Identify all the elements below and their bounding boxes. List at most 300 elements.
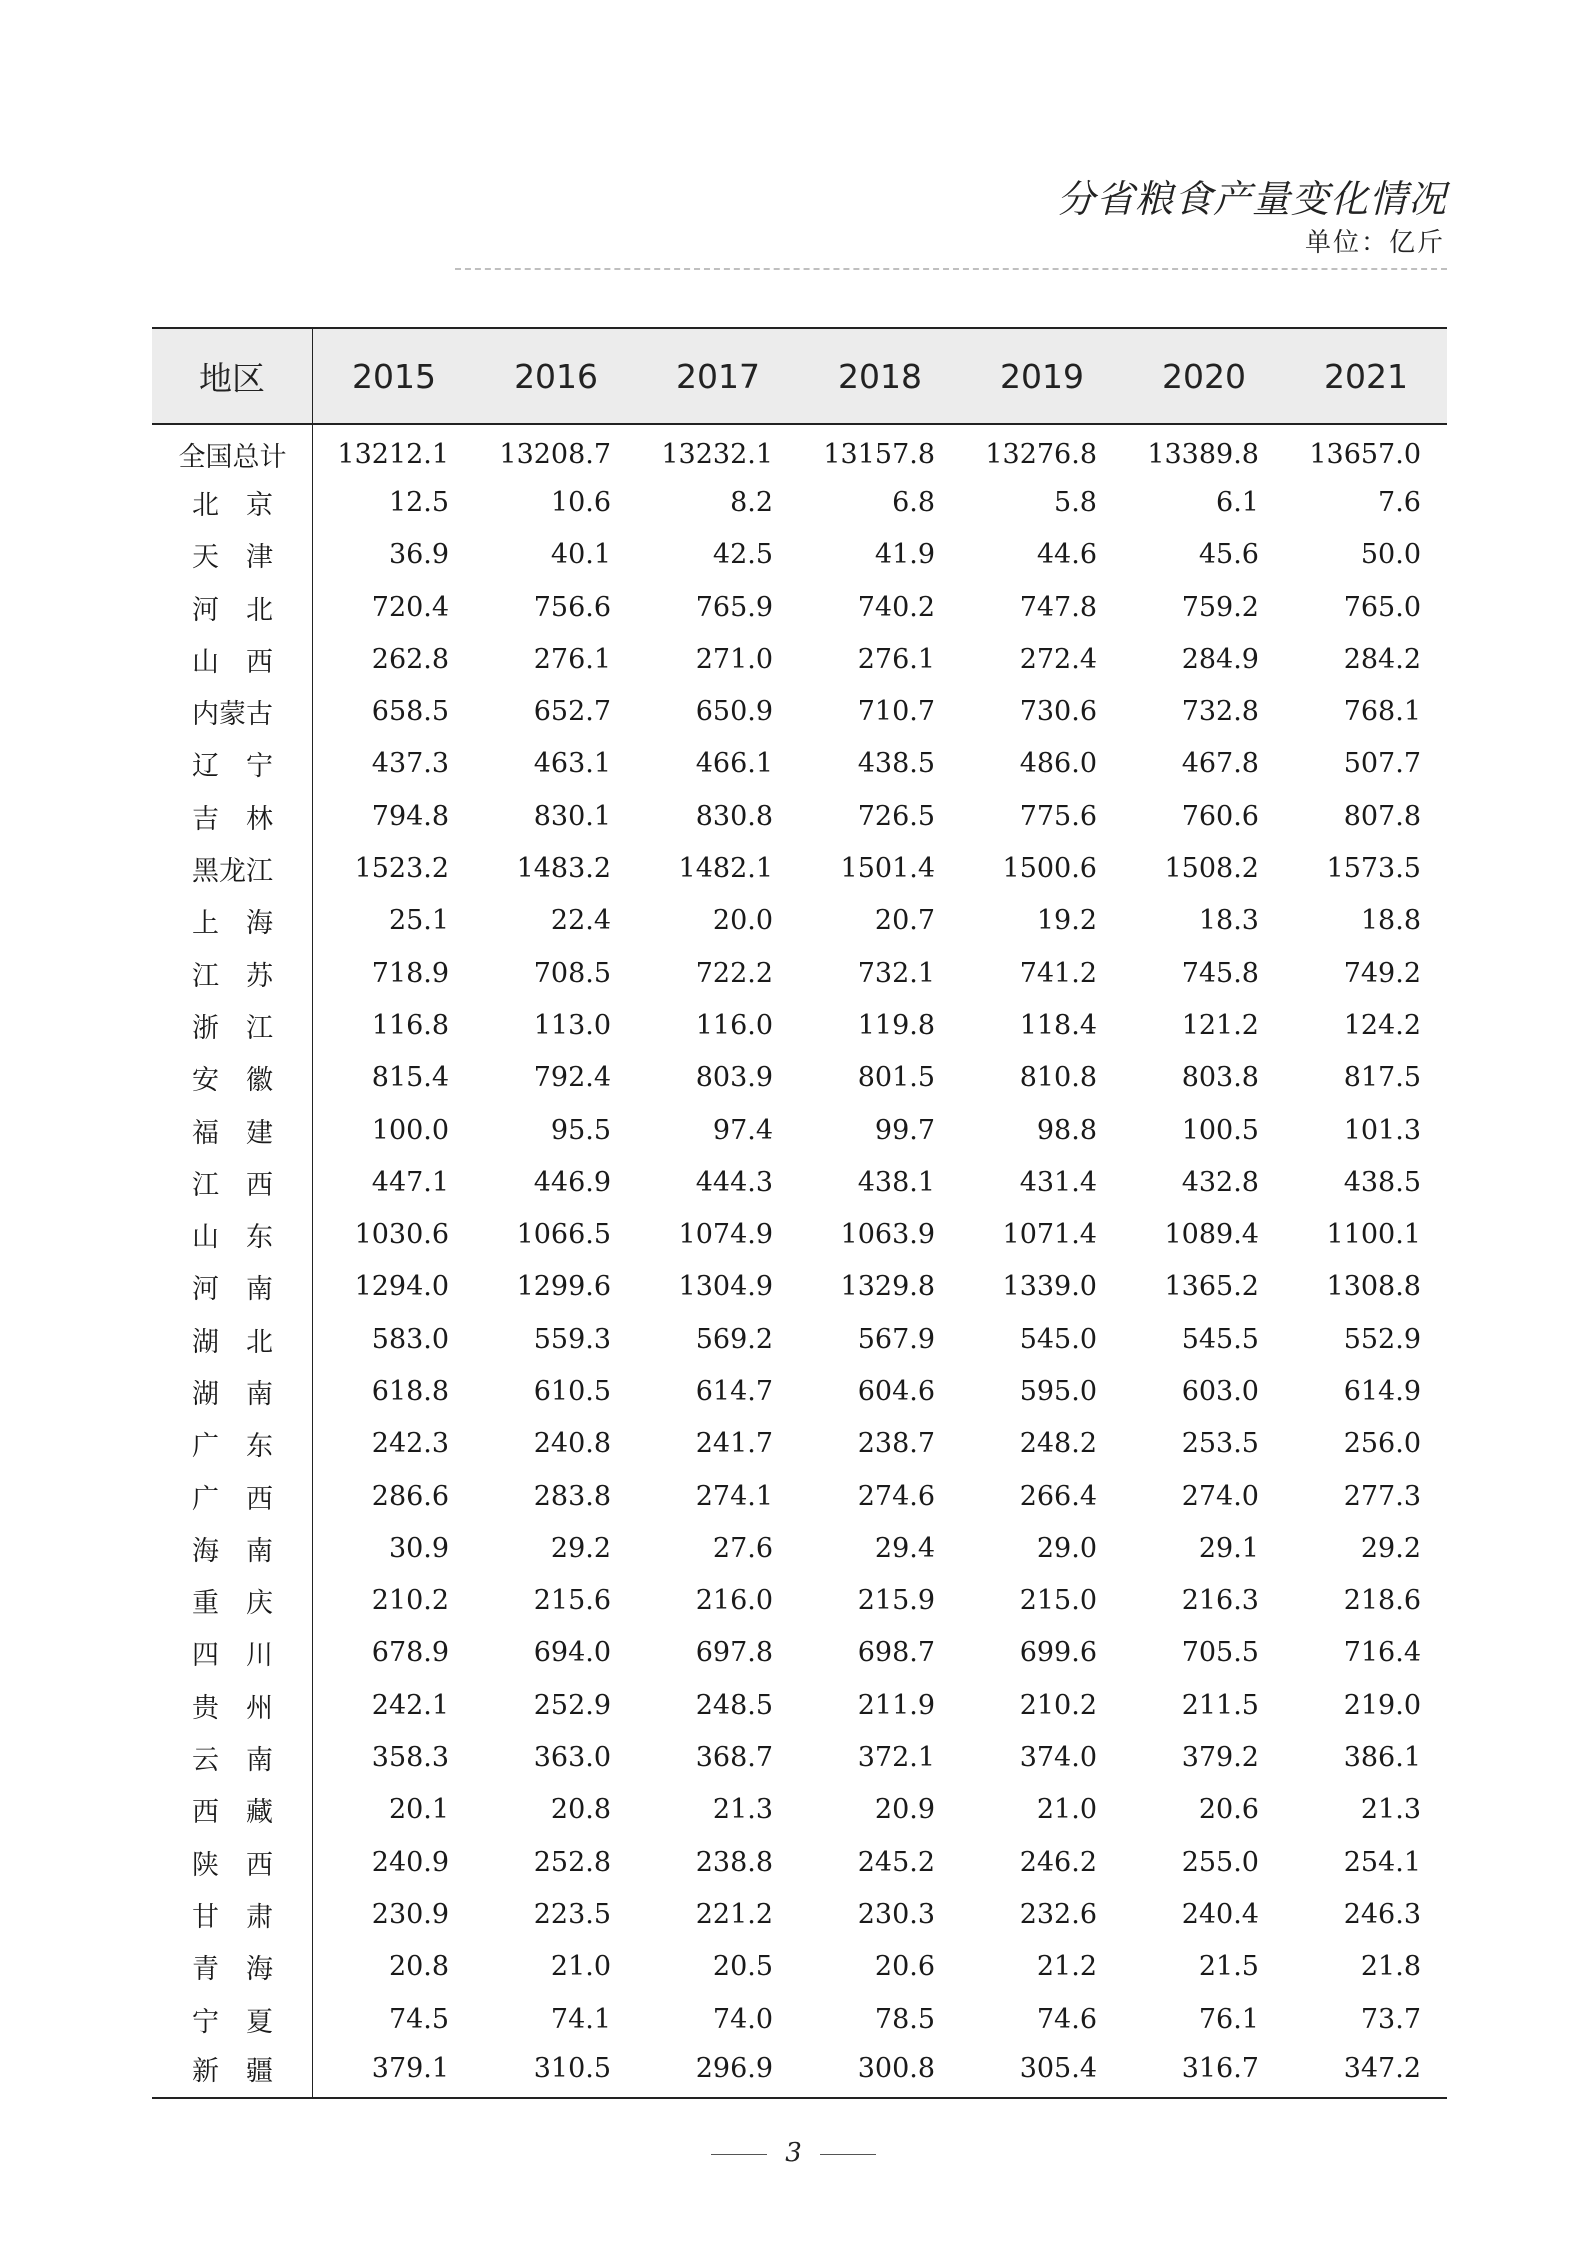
value-cell: 248.5	[695, 1689, 774, 1721]
value-cell: 45.6	[1198, 539, 1259, 571]
value-cell: 1100.1	[1326, 1219, 1421, 1251]
value-cell: 74.6	[1036, 2003, 1097, 2035]
value-cell: 614.9	[1343, 1375, 1421, 1407]
value-cell: 372.1	[857, 1742, 936, 1774]
value-cell: 20.8	[550, 1794, 612, 1826]
value-cell: 803.9	[695, 1062, 774, 1094]
value-cell: 215.0	[1019, 1585, 1097, 1617]
value-cell: 447.1	[371, 1166, 450, 1198]
value-cell: 252.9	[533, 1689, 612, 1721]
value-cell: 240.9	[371, 1846, 450, 1878]
value-cell: 248.2	[1019, 1428, 1097, 1460]
value-cell: 252.8	[533, 1846, 612, 1878]
value-cell: 467.8	[1181, 748, 1259, 780]
value-cell: 211.5	[1181, 1689, 1259, 1721]
region-cell: 湖 南	[152, 1365, 313, 1417]
value-cell: 1365.2	[1164, 1271, 1259, 1303]
value-cell: 807.8	[1343, 800, 1421, 832]
region-cell: 甘 肃	[152, 1888, 313, 1940]
value-cell: 12.5	[388, 486, 450, 518]
value-cell: 305.4	[961, 2045, 1123, 2097]
value-cell: 42.5	[712, 539, 774, 571]
value-cell: 803.8	[1181, 1062, 1259, 1094]
value-cell: 277.3	[1343, 1480, 1421, 1512]
value-cell: 300.8	[799, 2045, 961, 2097]
value-cell: 1508.2	[1164, 853, 1259, 885]
unit-label: 单位：亿斤	[1304, 228, 1445, 258]
value-cell: 100.0	[371, 1114, 450, 1146]
region-cell: 江 西	[152, 1156, 313, 1208]
value-cell: 379.2	[1181, 1742, 1259, 1774]
value-cell: 7.6	[1378, 486, 1421, 518]
value-cell: 810.8	[1019, 1062, 1097, 1094]
value-cell: 230.3	[857, 1898, 936, 1930]
value-cell: 25.1	[388, 905, 450, 937]
value-cell: 379.1	[313, 2045, 476, 2097]
value-cell: 119.8	[857, 1009, 936, 1041]
value-cell: 101.3	[1343, 1114, 1421, 1146]
table-row	[152, 1993, 1447, 2045]
value-cell: 253.5	[1181, 1428, 1259, 1460]
table-row	[152, 1941, 1447, 1993]
region-cell: 西 藏	[152, 1784, 313, 1836]
value-cell: 1573.5	[1326, 853, 1421, 885]
value-cell: 20.7	[874, 905, 936, 937]
value-cell: 223.5	[533, 1898, 612, 1930]
table-row	[152, 1104, 1447, 1156]
value-cell: 792.4	[533, 1062, 612, 1094]
region-cell: 宁 夏	[152, 1993, 313, 2045]
value-cell: 29.2	[1360, 1532, 1421, 1564]
region-cell: 浙 江	[152, 999, 313, 1051]
year-column-header: 2017	[637, 328, 799, 424]
table-row	[152, 685, 1447, 737]
value-cell: 21.3	[1360, 1794, 1421, 1826]
region-cell: 新 疆	[152, 2045, 313, 2097]
value-cell: 1304.9	[678, 1271, 774, 1303]
value-cell: 20.8	[388, 1951, 450, 1983]
value-cell: 296.9	[637, 2045, 799, 2097]
value-cell: 552.9	[1343, 1323, 1421, 1355]
table-row	[152, 1679, 1447, 1731]
value-cell: 678.9	[371, 1637, 450, 1669]
value-cell: 1500.6	[1002, 853, 1097, 885]
table-body	[152, 424, 1447, 2098]
table-row	[152, 1365, 1447, 1417]
value-cell: 100.5	[1181, 1114, 1259, 1146]
value-cell: 730.6	[1019, 696, 1097, 728]
value-cell: 1308.8	[1326, 1271, 1421, 1303]
value-cell: 18.3	[1198, 905, 1259, 937]
value-cell: 310.5	[475, 2045, 637, 2097]
table-row	[152, 1575, 1447, 1627]
value-cell: 817.5	[1343, 1062, 1421, 1094]
value-cell: 1074.9	[678, 1219, 774, 1251]
region-cell: 黑龙江	[152, 842, 313, 894]
value-cell: 216.0	[695, 1585, 774, 1617]
value-cell: 368.7	[695, 1742, 774, 1774]
value-cell: 716.4	[1343, 1637, 1421, 1669]
footer-rule-right	[820, 2154, 876, 2155]
region-cell: 山 东	[152, 1208, 313, 1260]
region-cell: 重 庆	[152, 1575, 313, 1627]
value-cell: 74.5	[388, 2003, 450, 2035]
value-cell: 1063.9	[840, 1219, 936, 1251]
table-row	[152, 424, 1447, 476]
value-cell: 438.1	[857, 1166, 936, 1198]
table-row	[152, 2045, 1447, 2097]
value-cell: 97.4	[712, 1114, 774, 1146]
value-cell: 98.8	[1036, 1114, 1097, 1146]
value-cell: 218.6	[1343, 1585, 1421, 1617]
table-row	[152, 1052, 1447, 1104]
region-cell: 吉 林	[152, 790, 313, 842]
value-cell: 20.6	[1198, 1794, 1259, 1826]
value-cell: 801.5	[857, 1062, 936, 1094]
grain-output-table	[152, 327, 1447, 2099]
value-cell: 740.2	[857, 591, 936, 623]
value-cell: 19.2	[1036, 905, 1097, 937]
value-cell: 768.1	[1343, 696, 1421, 728]
region-cell: 辽 宁	[152, 738, 313, 790]
region-cell: 海 南	[152, 1522, 313, 1574]
value-cell: 29.0	[1036, 1532, 1097, 1564]
table-row	[152, 1522, 1447, 1574]
value-cell: 545.5	[1181, 1323, 1259, 1355]
value-cell: 240.4	[1181, 1898, 1259, 1930]
value-cell: 238.7	[857, 1428, 936, 1460]
region-cell: 陕 西	[152, 1836, 313, 1888]
value-cell: 347.2	[1285, 2045, 1447, 2097]
value-cell: 245.2	[857, 1846, 936, 1878]
value-cell: 266.4	[1019, 1480, 1097, 1512]
value-cell: 241.7	[695, 1428, 774, 1460]
year-column-header: 2015	[313, 328, 476, 424]
value-cell: 815.4	[371, 1062, 450, 1094]
value-cell: 274.1	[695, 1480, 774, 1512]
table-row	[152, 1261, 1447, 1313]
page-title: 分省粮食产量变化情况	[1056, 177, 1447, 221]
value-cell: 271.0	[695, 643, 774, 675]
region-cell: 上 海	[152, 895, 313, 947]
region-cell: 河 北	[152, 581, 313, 633]
value-cell: 710.7	[857, 696, 936, 728]
year-column-header: 2016	[475, 328, 637, 424]
value-cell: 274.0	[1181, 1480, 1259, 1512]
value-cell: 21.3	[712, 1794, 774, 1826]
value-cell: 698.7	[857, 1637, 936, 1669]
value-cell: 240.8	[533, 1428, 612, 1460]
year-column-header: 2019	[961, 328, 1123, 424]
value-cell: 1294.0	[354, 1271, 450, 1303]
table-row	[152, 1836, 1447, 1888]
table-row	[152, 895, 1447, 947]
value-cell: 76.1	[1198, 2003, 1259, 2035]
value-cell: 254.1	[1343, 1846, 1421, 1878]
table-row	[152, 1313, 1447, 1365]
value-cell: 8.2	[730, 486, 774, 518]
value-cell: 507.7	[1343, 748, 1421, 780]
value-cell: 1299.6	[516, 1271, 612, 1303]
value-cell: 284.2	[1343, 643, 1421, 675]
value-cell: 650.9	[695, 696, 774, 728]
value-cell: 694.0	[533, 1637, 612, 1669]
region-column-header: 地区	[152, 328, 313, 424]
value-cell: 284.9	[1181, 643, 1259, 675]
value-cell: 545.0	[1019, 1323, 1097, 1355]
value-cell: 274.6	[857, 1480, 936, 1512]
value-cell: 116.8	[371, 1009, 450, 1041]
region-cell: 全国总计	[152, 424, 313, 476]
table-row	[152, 633, 1447, 685]
region-cell: 北 京	[152, 476, 313, 528]
value-cell: 720.4	[371, 591, 450, 623]
value-cell: 238.8	[695, 1846, 774, 1878]
value-cell: 210.2	[1019, 1689, 1097, 1721]
table-row	[152, 842, 1447, 894]
value-cell: 1329.8	[840, 1271, 936, 1303]
value-cell: 759.2	[1181, 591, 1259, 623]
value-cell: 432.8	[1181, 1166, 1259, 1198]
value-cell: 444.3	[695, 1166, 774, 1198]
region-cell: 四 川	[152, 1627, 313, 1679]
value-cell: 699.6	[1019, 1637, 1097, 1669]
value-cell: 232.6	[1019, 1898, 1097, 1930]
dashed-divider	[455, 268, 1447, 270]
value-cell: 215.9	[857, 1585, 936, 1617]
value-cell: 732.8	[1181, 696, 1259, 728]
value-cell: 595.0	[1019, 1375, 1097, 1407]
region-cell: 内蒙古	[152, 685, 313, 737]
value-cell: 44.6	[1036, 539, 1097, 571]
value-cell: 246.3	[1343, 1898, 1421, 1930]
value-cell: 20.1	[388, 1794, 450, 1826]
year-column-header: 2018	[799, 328, 961, 424]
region-cell: 山 西	[152, 633, 313, 685]
value-cell: 358.3	[371, 1742, 450, 1774]
value-cell: 466.1	[695, 748, 774, 780]
value-cell: 760.6	[1181, 800, 1259, 832]
value-cell: 765.0	[1343, 591, 1421, 623]
value-cell: 13657.0	[1309, 438, 1421, 470]
value-cell: 211.9	[857, 1689, 936, 1721]
value-cell: 262.8	[371, 643, 450, 675]
value-cell: 230.9	[371, 1898, 450, 1930]
value-cell: 374.0	[1019, 1742, 1097, 1774]
value-cell: 603.0	[1181, 1375, 1259, 1407]
value-cell: 40.1	[550, 539, 612, 571]
value-cell: 1066.5	[516, 1219, 612, 1251]
value-cell: 437.3	[371, 748, 450, 780]
region-cell: 云 南	[152, 1731, 313, 1783]
year-column-header: 2021	[1285, 328, 1447, 424]
value-cell: 705.5	[1181, 1637, 1259, 1669]
value-cell: 246.2	[1019, 1846, 1097, 1878]
value-cell: 363.0	[533, 1742, 612, 1774]
value-cell: 438.5	[1343, 1166, 1421, 1198]
value-cell: 20.0	[712, 905, 774, 937]
value-cell: 74.1	[550, 2003, 612, 2035]
value-cell: 13157.8	[823, 438, 936, 470]
value-cell: 113.0	[533, 1009, 612, 1041]
value-cell: 255.0	[1181, 1846, 1259, 1878]
value-cell: 13208.7	[499, 438, 612, 470]
value-cell: 30.9	[388, 1532, 450, 1564]
value-cell: 18.8	[1360, 905, 1421, 937]
value-cell: 21.0	[1036, 1794, 1097, 1826]
value-cell: 610.5	[533, 1375, 612, 1407]
value-cell: 1030.6	[354, 1219, 450, 1251]
region-cell: 湖 北	[152, 1313, 313, 1365]
value-cell: 21.2	[1036, 1951, 1097, 1983]
table-row	[152, 1470, 1447, 1522]
value-cell: 697.8	[695, 1637, 774, 1669]
value-cell: 618.8	[371, 1375, 450, 1407]
value-cell: 559.3	[533, 1323, 612, 1355]
value-cell: 272.4	[1019, 643, 1097, 675]
value-cell: 99.7	[874, 1114, 936, 1146]
table-row	[152, 999, 1447, 1051]
table-row	[152, 1418, 1447, 1470]
value-cell: 78.5	[874, 2003, 936, 2035]
value-cell: 10.6	[550, 486, 612, 518]
table-row	[152, 947, 1447, 999]
value-cell: 13276.8	[985, 438, 1097, 470]
value-cell: 242.1	[371, 1689, 450, 1721]
value-cell: 124.2	[1343, 1009, 1421, 1041]
value-cell: 256.0	[1343, 1428, 1421, 1460]
value-cell: 1339.0	[1002, 1271, 1097, 1303]
value-cell: 718.9	[371, 957, 450, 989]
region-cell: 青 海	[152, 1941, 313, 1993]
table-row	[152, 738, 1447, 790]
value-cell: 1501.4	[840, 853, 936, 885]
value-cell: 21.0	[550, 1951, 612, 1983]
value-cell: 73.7	[1360, 2003, 1421, 2035]
value-cell: 726.5	[857, 800, 936, 832]
value-cell: 652.7	[533, 696, 612, 728]
value-cell: 13389.8	[1147, 438, 1259, 470]
value-cell: 604.6	[857, 1375, 936, 1407]
value-cell: 614.7	[695, 1375, 774, 1407]
value-cell: 242.3	[371, 1428, 450, 1460]
table-row	[152, 790, 1447, 842]
table-row	[152, 1627, 1447, 1679]
value-cell: 50.0	[1360, 539, 1421, 571]
value-cell: 286.6	[371, 1480, 450, 1512]
table-row	[152, 1731, 1447, 1783]
region-cell: 天 津	[152, 529, 313, 581]
value-cell: 756.6	[533, 591, 612, 623]
region-cell: 广 东	[152, 1418, 313, 1470]
value-cell: 747.8	[1019, 591, 1097, 623]
value-cell: 27.6	[712, 1532, 774, 1564]
region-cell: 广 西	[152, 1470, 313, 1522]
value-cell: 708.5	[533, 957, 612, 989]
value-cell: 20.5	[712, 1951, 774, 1983]
value-cell: 29.2	[550, 1532, 612, 1564]
value-cell: 1483.2	[516, 853, 612, 885]
value-cell: 583.0	[371, 1323, 450, 1355]
page-footer	[0, 2138, 1587, 2168]
value-cell: 830.1	[533, 800, 612, 832]
value-cell: 29.1	[1198, 1532, 1259, 1564]
table-row	[152, 529, 1447, 581]
value-cell: 830.8	[695, 800, 774, 832]
value-cell: 316.7	[1123, 2045, 1285, 2097]
value-cell: 446.9	[533, 1166, 612, 1198]
page-number: 3	[785, 2138, 802, 2168]
value-cell: 216.3	[1181, 1585, 1259, 1617]
value-cell: 121.2	[1181, 1009, 1259, 1041]
value-cell: 732.1	[857, 957, 936, 989]
value-cell: 1089.4	[1164, 1219, 1259, 1251]
region-cell: 河 南	[152, 1261, 313, 1313]
footer-rule-left	[711, 2154, 767, 2155]
value-cell: 567.9	[857, 1323, 936, 1355]
value-cell: 794.8	[371, 800, 450, 832]
value-cell: 386.1	[1343, 1742, 1421, 1774]
value-cell: 41.9	[874, 539, 936, 571]
value-cell: 765.9	[695, 591, 774, 623]
region-cell: 福 建	[152, 1104, 313, 1156]
value-cell: 775.6	[1019, 800, 1097, 832]
value-cell: 13212.1	[337, 438, 450, 470]
value-cell: 22.4	[550, 905, 612, 937]
value-cell: 276.1	[533, 643, 612, 675]
value-cell: 431.4	[1019, 1166, 1097, 1198]
table-row	[152, 1156, 1447, 1208]
value-cell: 20.9	[874, 1794, 936, 1826]
table-row	[152, 581, 1447, 633]
value-cell: 276.1	[857, 643, 936, 675]
value-cell: 745.8	[1181, 957, 1259, 989]
value-cell: 5.8	[1054, 486, 1097, 518]
table-row	[152, 476, 1447, 528]
value-cell: 569.2	[695, 1323, 774, 1355]
value-cell: 219.0	[1343, 1689, 1421, 1721]
region-cell: 江 苏	[152, 947, 313, 999]
value-cell: 74.0	[712, 2003, 774, 2035]
table-row	[152, 1784, 1447, 1836]
value-cell: 438.5	[857, 748, 936, 780]
value-cell: 13232.1	[661, 438, 774, 470]
value-cell: 658.5	[371, 696, 450, 728]
value-cell: 36.9	[388, 539, 450, 571]
year-column-header: 2020	[1123, 328, 1285, 424]
value-cell: 118.4	[1019, 1009, 1097, 1041]
value-cell: 486.0	[1019, 748, 1097, 780]
value-cell: 210.2	[371, 1585, 450, 1617]
value-cell: 215.6	[533, 1585, 612, 1617]
value-cell: 741.2	[1019, 957, 1097, 989]
value-cell: 749.2	[1343, 957, 1421, 989]
region-cell: 安 徽	[152, 1052, 313, 1104]
value-cell: 463.1	[533, 748, 612, 780]
value-cell: 6.1	[1216, 486, 1259, 518]
table-header-row	[152, 328, 1447, 424]
value-cell: 21.5	[1198, 1951, 1259, 1983]
table-row	[152, 1208, 1447, 1260]
value-cell: 29.4	[874, 1532, 936, 1564]
value-cell: 1482.1	[678, 853, 774, 885]
value-cell: 95.5	[550, 1114, 612, 1146]
value-cell: 20.6	[874, 1951, 936, 1983]
value-cell: 21.8	[1360, 1951, 1421, 1983]
value-cell: 116.0	[695, 1009, 774, 1041]
region-cell: 贵 州	[152, 1679, 313, 1731]
value-cell: 221.2	[695, 1898, 774, 1930]
